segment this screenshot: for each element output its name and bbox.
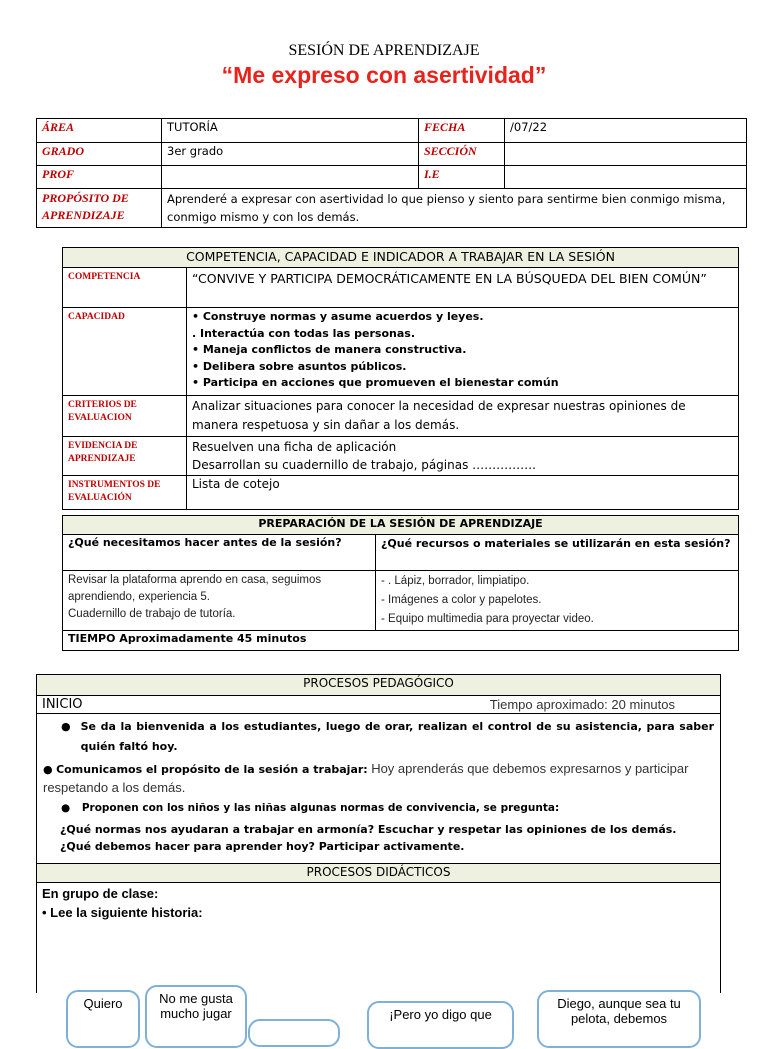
capacidad-label: CAPACIDAD (68, 312, 125, 322)
fecha-label: FECHA (424, 120, 466, 134)
recurso-line: - Imágenes a color y papelotes. (381, 594, 542, 606)
evidencia-label: EVIDENCIA DE APRENDIZAJE (68, 441, 138, 464)
tiempo-total: TIEMPO Aproximadamente 45 minutos (63, 631, 739, 651)
bubble-text: No me gusta mucho jugar (159, 991, 233, 1021)
evidencia-line: Desarrollan su cuadernillo de trabajo, páginas ……………. (192, 458, 536, 472)
capacidad-item: • Construye normas y asume acuerdos y leyes. (192, 310, 484, 323)
preparacion-header: PREPARACIÓN DE LA SESIÓN DE APRENDIZAJE (63, 516, 739, 535)
capacidad-item: • Maneja conflictos de manera constructiva. (192, 343, 467, 356)
pregunta-normas: ¿Qué normas nos ayudaran a trabajar en armonía? Escuchar y respetar las opiniones de los demás. (60, 823, 677, 836)
question-antes: ¿Qué necesitamos hacer antes de la sesión? (63, 535, 376, 571)
competencia-header: COMPETENCIA, CAPACIDAD E INDICADOR A TRABAJAR EN LA SESIÓN (63, 248, 739, 268)
capacidad-list (187, 308, 739, 396)
prof-label: PROF (42, 167, 75, 181)
pregunta-aprender: ¿Qué debemos hacer para aprender hoy? Participar activamente. (60, 840, 465, 853)
proposito-label: PROPÓSITO DE APRENDIZAJE (42, 191, 129, 222)
speech-bubble-pero-yo-digo (367, 1001, 514, 1049)
lee-text: • Lee la siguiente historia: (42, 905, 203, 920)
proposito-text: Hoy aprenderás que debemos expresarnos y participar respetando a los demás. (43, 761, 689, 795)
speech-bubble-diego (537, 990, 701, 1048)
ie-label: I.E (424, 167, 440, 181)
capacidad-item: • Participa en acciones que promueven el bienestar común (192, 376, 559, 389)
antes-line: Revisar la plataforma aprendo en casa, seguimos aprendiendo, experiencia 5. (68, 574, 322, 603)
competencia-table (62, 247, 739, 510)
recurso-line: - . Lápiz, borrador, limpiatipo. (381, 575, 530, 587)
area-label: ÁREA (42, 120, 75, 134)
inicio-label: INICIO (37, 696, 163, 714)
instrumentos-label: INSTRUMENTOS DE EVALUACIÓN (68, 480, 161, 503)
seccion-label: SECCIÓN (424, 144, 477, 158)
procesos-table (36, 674, 721, 993)
bullet-icon: ● (61, 720, 71, 733)
tiempo-inicio: Tiempo aproximado: 20 minutos (162, 696, 720, 714)
criterios-value: Analizar situaciones para conocer la necesidad de expresar nuestras opiniones de manera respetuosa y sin dañar a los demás. (192, 399, 686, 432)
bubble-text: Diego, aunque sea tu pelota, debemos (557, 996, 681, 1026)
grado-value: 3er grado (167, 144, 224, 158)
evidencia-line: Resuelven una ficha de aplicación (192, 440, 397, 454)
bullet-icon: ● (61, 802, 71, 814)
speech-bubble-no-me-gusta (145, 985, 247, 1048)
area-value: TUTORÍA (167, 120, 218, 134)
proposito-bold: Comunicamos el propósito de la sesión a trabajar: (56, 763, 368, 776)
bubble-text: ¡Pero yo digo que (389, 1007, 492, 1022)
grado-label: GRADO (42, 144, 85, 158)
proposito-value: Aprenderé a expresar con asertividad lo que pienso y siento para sentirme bien conmigo misma, conmigo mismo y con los demás. (167, 192, 726, 224)
recurso-line: - Equipo multimedia para proyectar video. (381, 613, 594, 625)
instrumentos-value: Lista de cotejo (192, 477, 280, 491)
antes-line: Cuadernillo de trabajo de tutoría. (68, 608, 236, 620)
bullet-icon: ● (43, 763, 53, 776)
fecha-value: /07/22 (510, 120, 548, 134)
normas-text: Proponen con los niños y las niñas algunas normas de convivencia, se pregunta: (81, 802, 560, 814)
bienvenida-text: Se da la bienvenida a los estudiantes, luego de orar, realizan el control de su asistencia, para saber quién faltó hoy. (80, 720, 714, 753)
capacidad-item: • Delibera sobre asuntos públicos. (192, 359, 407, 373)
speech-bubble-empty (248, 1019, 340, 1047)
grupo-text: En grupo de clase: (42, 886, 159, 901)
session-label: SESIÓN DE APRENDIZAJE (288, 42, 480, 59)
didacticos-header: PROCESOS DIDÁCTICOS (37, 864, 721, 883)
competencia-value: “CONVIVE Y PARTICIPA DEMOCRÁTICAMENTE EN LA BÚSQUEDA DEL BIEN COMÚN” (192, 271, 707, 286)
criterios-label: CRITERIOS DE EVALUACION (68, 400, 137, 423)
question-recursos: ¿Qué recursos o materiales se utilizarán en esta sesión? (376, 535, 739, 571)
preparacion-table (62, 515, 739, 651)
bubble-text: Quiero (83, 996, 123, 1011)
page-title: “Me expreso con asertividad” (221, 62, 547, 88)
speech-bubble-quiero (66, 990, 140, 1048)
procesos-header: PROCESOS PEDAGÓGICO (37, 675, 721, 696)
competencia-label: COMPETENCIA (68, 272, 141, 282)
capacidad-item: . Interactúa con todas las personas. (192, 326, 416, 340)
info-table (36, 118, 747, 228)
